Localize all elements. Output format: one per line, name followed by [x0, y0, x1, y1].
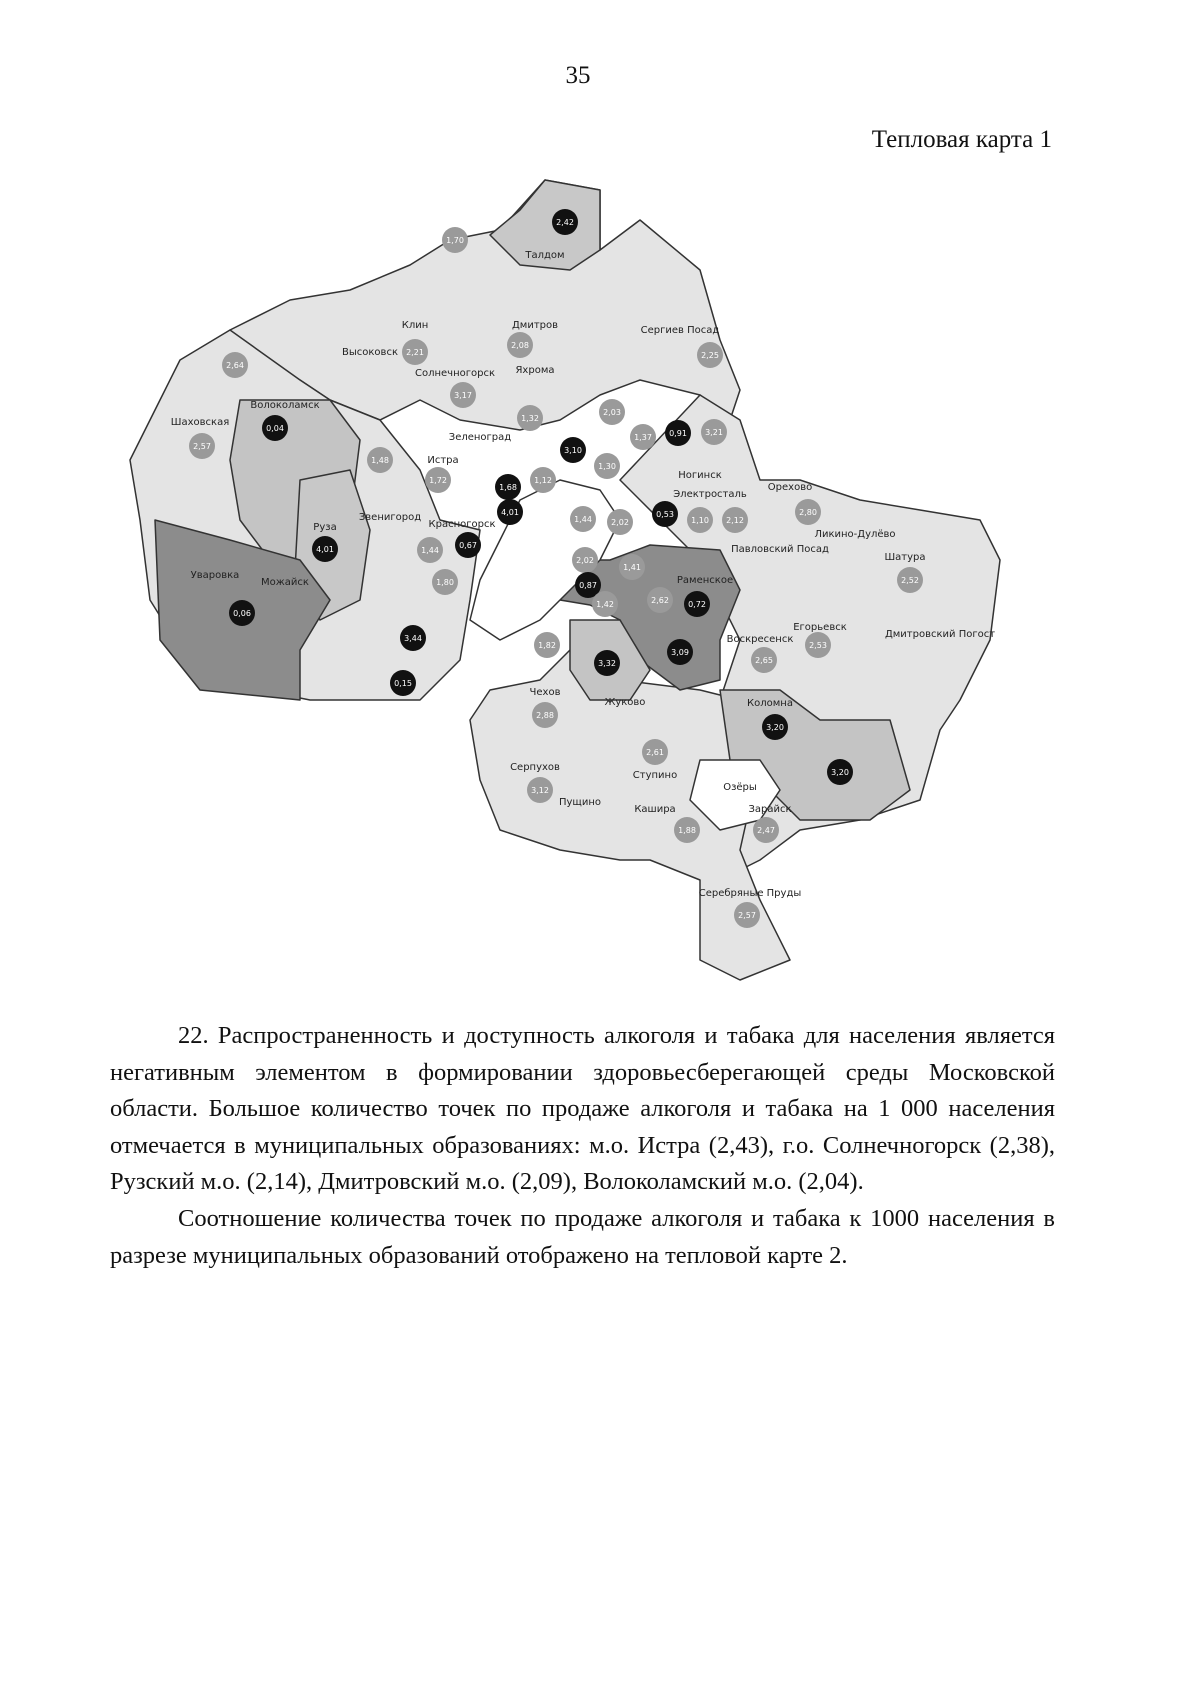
- value-bubble: [897, 567, 923, 593]
- value-bubble: [630, 424, 656, 450]
- bubble-value: 1,42: [596, 600, 614, 609]
- place-label: Ступино: [632, 770, 678, 781]
- place-label: Озёры: [723, 782, 757, 793]
- bubble-value: 2,64: [226, 361, 244, 370]
- place-label: Шаховская: [170, 417, 230, 428]
- place-label: Клин: [401, 320, 429, 331]
- bubble-value: 3,21: [705, 428, 723, 437]
- place-label: Зеленоград: [448, 432, 512, 443]
- value-bubble: [527, 777, 553, 803]
- bubble-value: 3,10: [564, 446, 582, 455]
- bubble-value: 2,62: [651, 596, 669, 605]
- value-bubble: [189, 433, 215, 459]
- heat-map-moscow-region: [120, 170, 1060, 990]
- value-bubble: [517, 405, 543, 431]
- bubble-value: 4,01: [501, 508, 519, 517]
- bubble-value: 2,52: [901, 576, 919, 585]
- value-bubble: [687, 507, 713, 533]
- value-bubble: [495, 474, 521, 500]
- place-label: Кашира: [634, 804, 676, 815]
- value-bubble: [805, 632, 831, 658]
- paragraph-heatmap-reference: Соотношение количества точек по продаже алкоголя и табака к 1000 населения в разрезе муниципальных образований отображено на тепловой карте 2.: [110, 1204, 1055, 1269]
- value-bubble: [497, 499, 523, 525]
- place-label: Ликино-Дулёво: [814, 529, 896, 540]
- bubble-value: 2,65: [755, 656, 773, 665]
- bubble-value: 1,32: [521, 414, 539, 423]
- value-bubble: [417, 537, 443, 563]
- place-label: Высоковск: [342, 347, 398, 358]
- bubble-value: 2,25: [701, 351, 719, 360]
- place-label: Серебряные Пруды: [698, 888, 802, 899]
- bubble-value: 2,88: [536, 711, 554, 720]
- bubble-value: 3,32: [598, 659, 616, 668]
- value-bubble: [450, 382, 476, 408]
- value-bubble: [262, 415, 288, 441]
- bubble-value: 3,20: [766, 723, 784, 732]
- page-number: 35: [565, 62, 591, 89]
- place-label: Жуково: [604, 697, 646, 708]
- bubble-value: 1,10: [691, 516, 709, 525]
- place-label: Звенигород: [358, 512, 422, 523]
- place-label: Коломна: [747, 698, 793, 709]
- value-bubble: [652, 501, 678, 527]
- bubble-value: 2,42: [556, 218, 574, 227]
- value-bubble: [425, 467, 451, 493]
- bubble-value: 3,09: [671, 648, 689, 657]
- bubble-value: 1,37: [634, 433, 652, 442]
- place-label: Раменское: [676, 575, 734, 586]
- value-bubble: [607, 509, 633, 535]
- bubble-value: 2,12: [726, 516, 744, 525]
- value-bubble: [552, 209, 578, 235]
- bubble-value: 3,20: [831, 768, 849, 777]
- value-bubble: [534, 632, 560, 658]
- bubble-value: 1,70: [446, 236, 464, 245]
- bubble-value: 1,30: [598, 462, 616, 471]
- value-bubble: [722, 507, 748, 533]
- bubble-value: 3,12: [531, 786, 549, 795]
- bubble-value: 1,44: [421, 546, 439, 555]
- value-bubble: [592, 591, 618, 617]
- place-label: Воскресенск: [726, 634, 794, 645]
- value-bubble: [594, 453, 620, 479]
- place-label: Серпухов: [510, 762, 560, 773]
- bubble-value: 1,48: [371, 456, 389, 465]
- place-label: Истра: [427, 455, 459, 466]
- place-label: Красногорск: [428, 519, 496, 530]
- place-label: Ногинск: [678, 470, 722, 481]
- paragraph-22: 22. Распространенность и доступность алкоголя и табака для населения является негативным элементом в формировании здоровьесберегающей среды Московской области. Большое количество точек по продаже алкоголя и табака на 1 000 населения отмечается в муниципальных образованиях: м.о. Истра (2,43), г.о. Солнечногорск (2,38), Рузский м.о. (2,14), Дмитровский м.о. (2,09), Волоколамский м.о. (2,04).: [110, 1022, 1055, 1196]
- value-bubble: [432, 569, 458, 595]
- bubble-value: 1,82: [538, 641, 556, 650]
- value-bubble: [599, 399, 625, 425]
- bubble-value: 0,87: [579, 581, 597, 590]
- value-bubble: [594, 650, 620, 676]
- value-bubble: [697, 342, 723, 368]
- bubble-value: 2,57: [738, 911, 756, 920]
- value-bubble: [827, 759, 853, 785]
- value-bubble: [795, 499, 821, 525]
- value-bubble: [762, 714, 788, 740]
- value-bubble: [532, 702, 558, 728]
- bubble-value: 2,61: [646, 748, 664, 757]
- value-bubble: [442, 227, 468, 253]
- place-label: Егорьевск: [793, 622, 847, 633]
- value-bubble: [400, 625, 426, 651]
- place-label: Яхрома: [515, 365, 555, 376]
- place-label: Талдом: [525, 250, 565, 261]
- bubble-value: 0,67: [459, 541, 477, 550]
- bubble-value: 2,08: [511, 341, 529, 350]
- value-bubble: [455, 532, 481, 558]
- bubble-value: 0,53: [656, 510, 674, 519]
- map-caption: Тепловая карта 1: [871, 126, 1052, 153]
- bubble-value: 0,06: [233, 609, 251, 618]
- value-bubble: [701, 419, 727, 445]
- value-bubble: [753, 817, 779, 843]
- value-bubble: [530, 467, 556, 493]
- place-label: Павловский Посад: [731, 544, 829, 555]
- value-bubble: [572, 547, 598, 573]
- place-label: Руза: [313, 522, 337, 533]
- value-bubble: [674, 817, 700, 843]
- value-bubble: [642, 739, 668, 765]
- bubble-value: 2,57: [193, 442, 211, 451]
- bubble-value: 2,02: [611, 518, 629, 527]
- place-label: Солнечногорск: [414, 368, 496, 379]
- place-label: Дмитров: [511, 320, 559, 331]
- value-bubble: [402, 339, 428, 365]
- bubble-value: 0,91: [669, 429, 687, 438]
- value-bubble: [647, 587, 673, 613]
- bubble-value: 0,15: [394, 679, 412, 688]
- body-text: [110, 1018, 1055, 1274]
- value-bubble: [222, 352, 248, 378]
- bubble-value: 1,41: [623, 563, 641, 572]
- bubble-value: 1,68: [499, 483, 517, 492]
- value-bubble: [507, 332, 533, 358]
- value-bubble: [751, 647, 777, 673]
- bubble-value: 1,80: [436, 578, 454, 587]
- bubble-value: 2,03: [603, 408, 621, 417]
- place-label: Шатура: [884, 552, 926, 563]
- place-label: Дмитровский Погост: [884, 629, 996, 640]
- bubble-value: 2,53: [809, 641, 827, 650]
- place-label: Можайск: [261, 577, 309, 588]
- bubble-value: 0,04: [266, 424, 284, 433]
- place-label: Волоколамск: [250, 400, 320, 411]
- bubble-value: 4,01: [316, 545, 334, 554]
- value-bubble: [665, 420, 691, 446]
- value-bubble: [734, 902, 760, 928]
- bubble-value: 1,88: [678, 826, 696, 835]
- value-bubble: [390, 670, 416, 696]
- bubble-value: 2,21: [406, 348, 424, 357]
- value-bubble: [684, 591, 710, 617]
- bubble-value: 1,72: [429, 476, 447, 485]
- value-bubble: [619, 554, 645, 580]
- bubble-value: 3,44: [404, 634, 422, 643]
- value-bubble: [560, 437, 586, 463]
- bubble-value: 2,02: [576, 556, 594, 565]
- place-label: Орехово: [767, 482, 813, 493]
- place-label: Электросталь: [673, 489, 747, 500]
- bubble-value: 2,80: [799, 508, 817, 517]
- value-bubble: [229, 600, 255, 626]
- place-label: Сергиев Посад: [640, 325, 720, 336]
- bubble-value: 1,12: [534, 476, 552, 485]
- value-bubble: [570, 506, 596, 532]
- bubble-value: 0,72: [688, 600, 706, 609]
- place-label: Зарайск: [748, 804, 792, 815]
- place-label: Чехов: [529, 687, 561, 698]
- value-bubble: [367, 447, 393, 473]
- place-label: Пущино: [558, 797, 602, 808]
- bubble-value: 2,47: [757, 826, 775, 835]
- place-label: Уваровка: [190, 570, 240, 581]
- value-bubble: [312, 536, 338, 562]
- bubble-value: 1,44: [574, 515, 592, 524]
- bubble-value: 3,17: [454, 391, 472, 400]
- value-bubble: [667, 639, 693, 665]
